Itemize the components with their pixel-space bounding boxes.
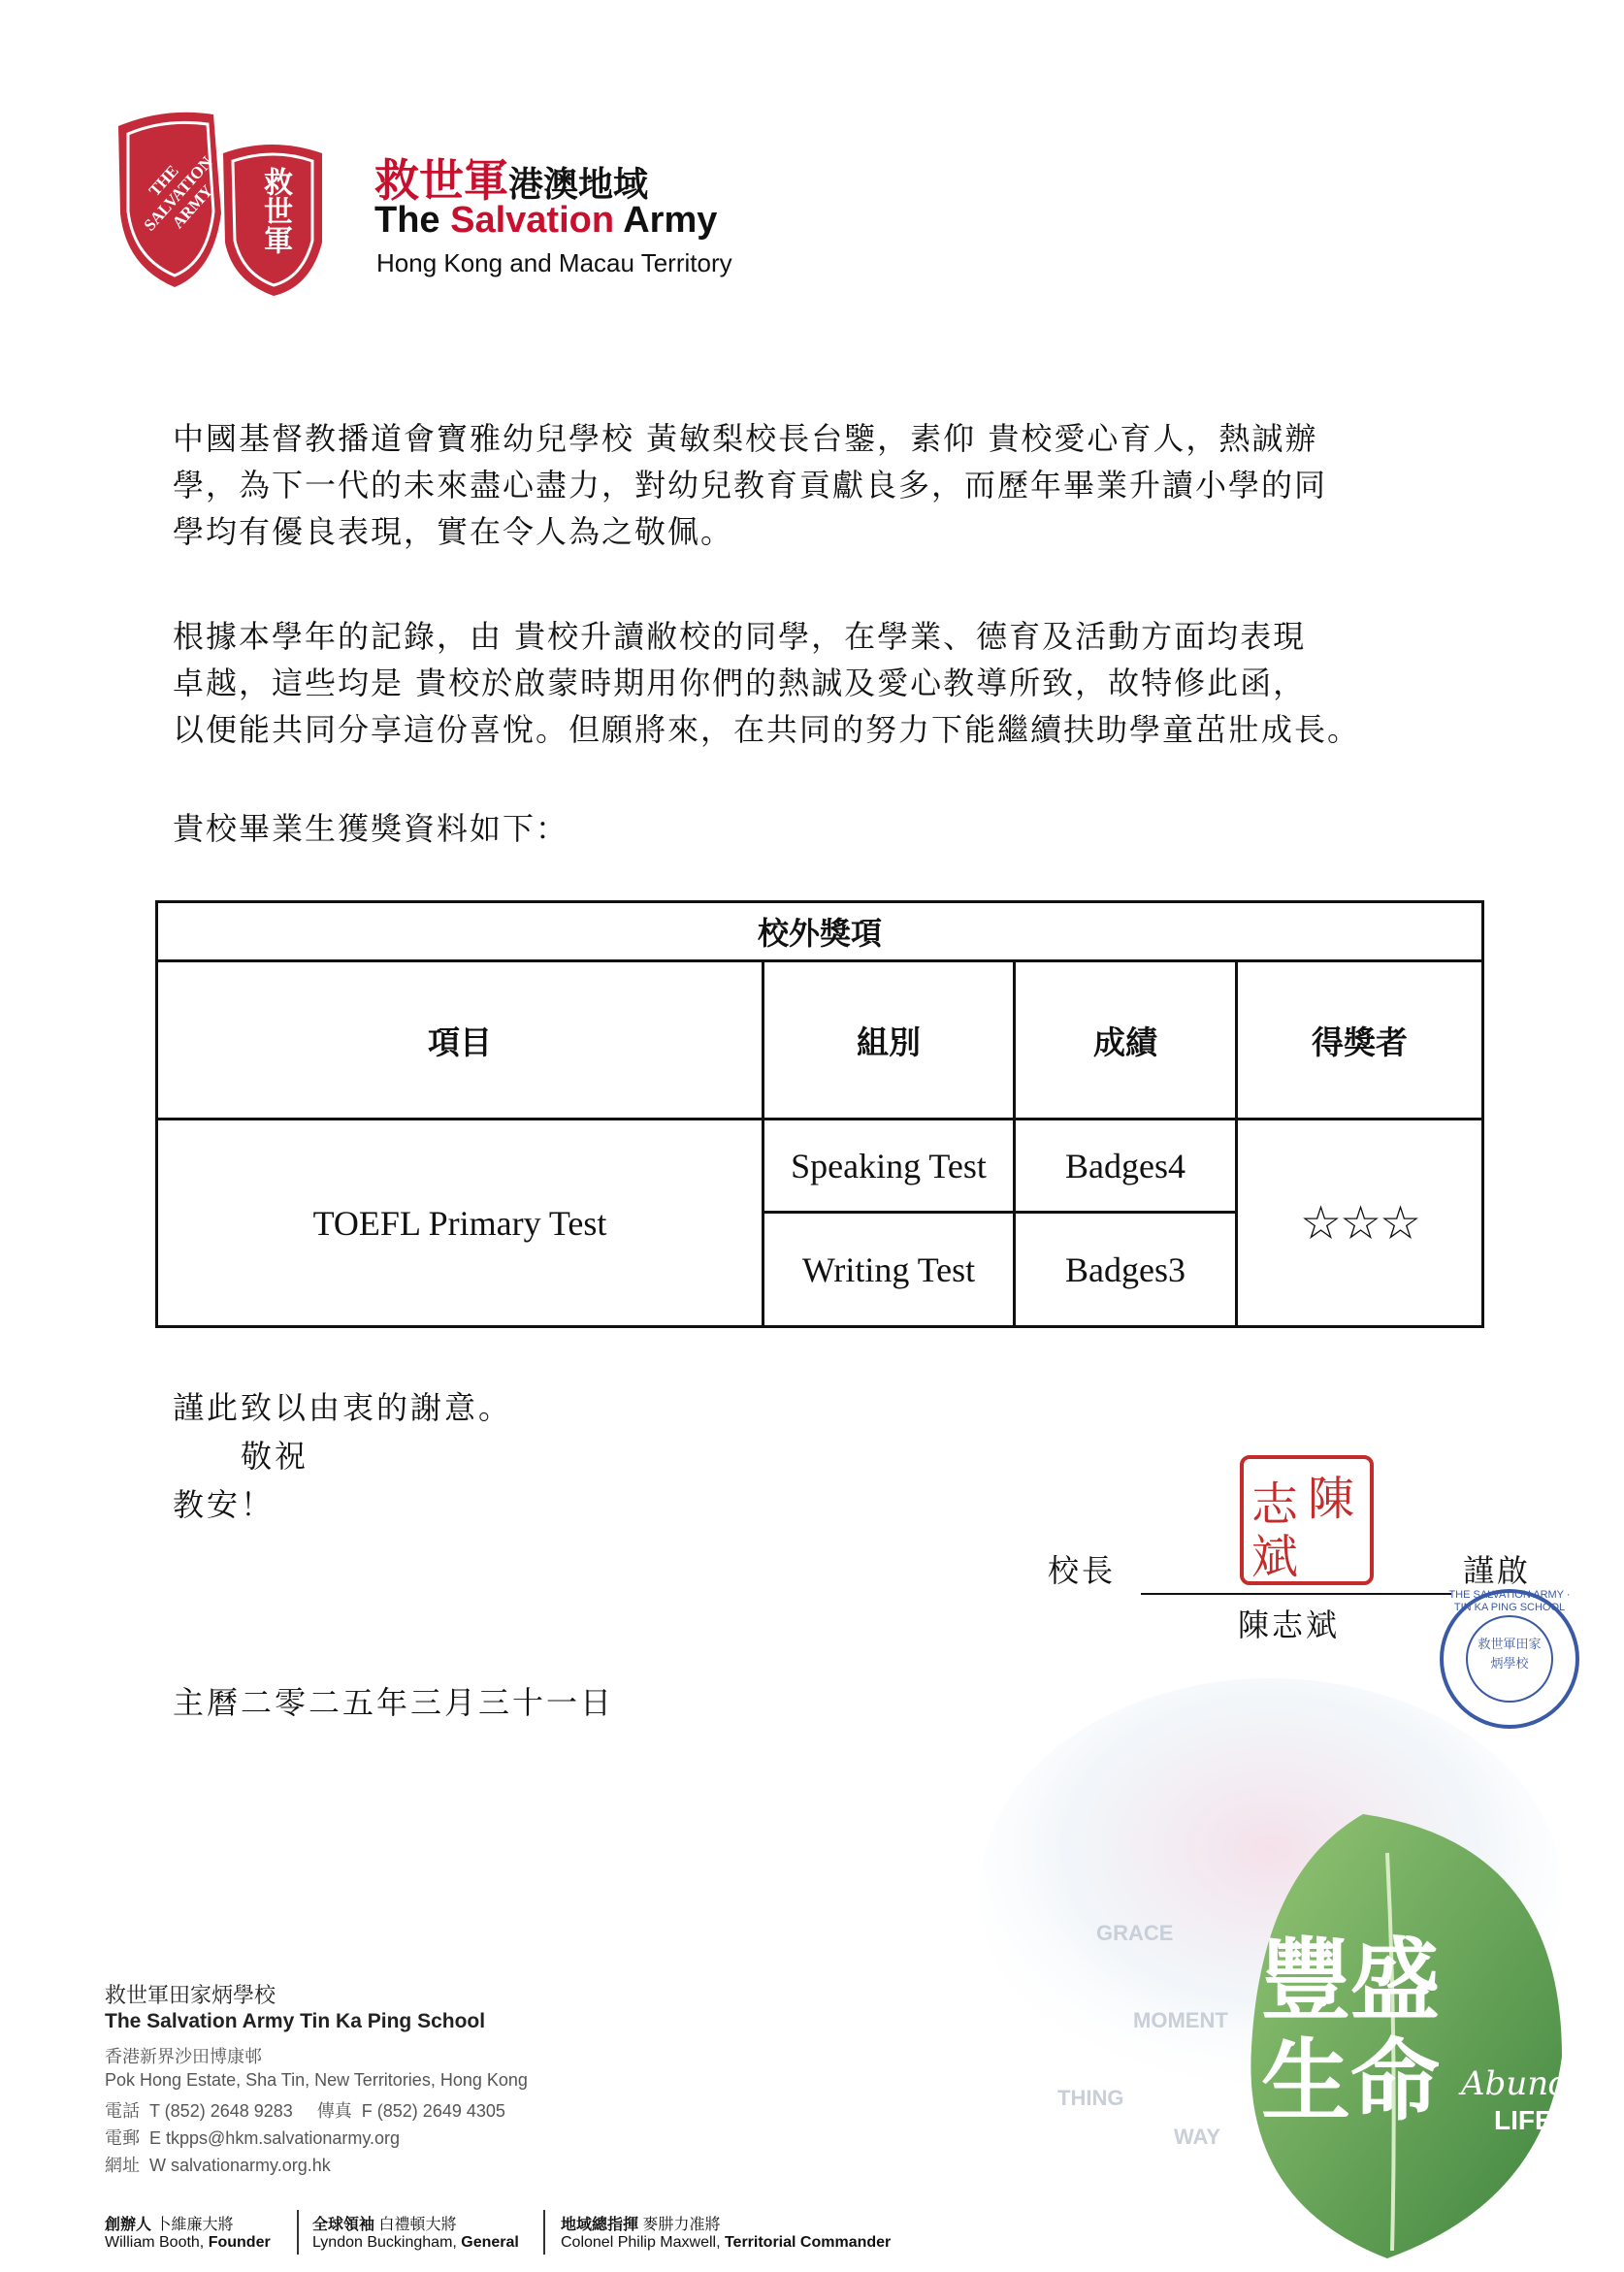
deco-word: MOMENT — [1133, 2008, 1228, 2032]
deco-word: THING — [1057, 2086, 1124, 2110]
cell-group: Speaking Test — [763, 1120, 1015, 1213]
footer-school-name-zh: 救世軍田家炳學校 — [105, 1984, 276, 2008]
cell-group: Writing Test — [763, 1213, 1015, 1327]
awardee-stars: ☆☆☆ — [1237, 1120, 1483, 1327]
shield-logo-text: THE SALVATION ARMY — [140, 152, 217, 235]
footer-phone-fax: 電話 T (852) 2648 9283 傳真 F (852) 2649 4305 — [105, 2101, 505, 2121]
org-name-en-suffix: Army — [614, 200, 718, 241]
principal-label: 校長 — [1048, 1552, 1117, 1589]
founder-name-en: William Booth, — [105, 2234, 209, 2251]
commander-role: Territorial Commander — [724, 2234, 892, 2251]
shield-logo-zh: 救世軍 — [258, 167, 292, 254]
commander-name-zh: 麥肼力准將 — [642, 2217, 721, 2233]
founder-block — [105, 2212, 271, 2252]
footer-email: 電郵 E tkpps@hkm.salvationarmy.org — [105, 2128, 401, 2148]
school-seal-ring-text: THE SALVATION ARMY · TIN KA PING SCHOOL — [1448, 1589, 1571, 1613]
school-seal-center: 救世軍田家炳學校 — [1478, 1638, 1542, 1672]
leaf-title: 豐盛生命 — [1261, 1929, 1441, 2133]
cell-item: TOEFL Primary Test — [157, 1120, 763, 1327]
footer-school-name-en: The Salvation Army Tin Ka Ping School — [105, 2010, 486, 2032]
abundant-life-decoration — [1019, 1698, 1624, 2268]
footer-address-zh: 香港新界沙田博康邨 — [105, 2047, 262, 2067]
header-item: 項目 — [157, 961, 763, 1120]
principal-name: 陳志斌 — [1238, 1607, 1341, 1643]
paragraph-line: 中國基督教播道會寶雅幼兒學校 黃敏梨校長台鑒，素仰 貴校愛心育人，熱誠辦 — [173, 420, 1318, 457]
founder-name-zh: 卜維廉大將 — [155, 2217, 234, 2233]
general-name-zh: 白禮頓大將 — [378, 2217, 457, 2233]
cell-result: Badges4 — [1015, 1120, 1237, 1213]
paragraph-line: 學，為下一代的未來盡心盡力，對幼兒教育貢獻良多，而歷年畢業升讀小學的同 — [173, 467, 1328, 503]
table-caption: 校外獎項 — [157, 902, 1483, 961]
footer-divider — [297, 2210, 299, 2255]
footer-address-en: Pok Hong Estate, Sha Tin, New Territories, Hong Kong — [105, 2070, 528, 2090]
paragraph-line: 卓越，這些均是 貴校於啟蒙時期用你們的熱誠及愛心教導所致，故特修此函， — [173, 665, 1307, 701]
cell-result: Badges3 — [1015, 1213, 1237, 1327]
general-role: General — [461, 2234, 519, 2251]
org-name-en — [374, 200, 717, 242]
principal-red-seal — [1240, 1455, 1374, 1585]
seal-char: 志 — [1251, 1477, 1299, 1532]
awards-table — [155, 900, 1484, 1328]
signature-line — [1141, 1593, 1451, 1595]
paragraph-line: 根據本學年的記錄，由 貴校升讀敝校的同學，在學業、德育及活動方面均表現 — [173, 618, 1307, 655]
letter-date: 主曆二零二五年三月三十一日 — [173, 1684, 615, 1721]
leaf-subtitle: Abundant — [1461, 2064, 1624, 2103]
general-block — [312, 2212, 519, 2252]
org-name-zh-red: 救世軍 — [374, 154, 508, 207]
general-title: 全球領袖 — [312, 2217, 375, 2233]
leaf-subtitle-2: LIFE — [1494, 2105, 1553, 2135]
territory-name: Hong Kong and Macau Territory — [376, 248, 732, 277]
org-name-en-prefix: The — [374, 200, 451, 241]
respect-closing: 謹啟 — [1463, 1552, 1532, 1589]
paragraph-2 — [173, 613, 1473, 753]
paragraph-line: 以便能共同分享這份喜悅。但願將來，在共同的努力下能繼續扶助學童茁壯成長。 — [173, 711, 1361, 748]
header-awardee: 得獎者 — [1237, 961, 1483, 1120]
closing-thanks: 謹此致以由衷的謝意。 — [173, 1389, 513, 1426]
commander-block — [561, 2212, 891, 2252]
general-name-en: Lyndon Buckingham, — [312, 2234, 462, 2251]
commander-name-en: Colonel Philip Maxwell, — [561, 2234, 725, 2251]
founder-role: Founder — [208, 2234, 271, 2251]
seal-char: 斌 — [1251, 1530, 1299, 1584]
salvation-army-shield-logo — [107, 97, 330, 291]
paragraph-1 — [173, 415, 1473, 555]
deco-word: WAY — [1174, 2125, 1221, 2149]
paragraph-line: 學均有優良表現，實在令人為之敬佩。 — [173, 513, 734, 550]
founder-title: 創辦人 — [105, 2217, 152, 2233]
closing-salute: 敬祝 — [241, 1438, 309, 1475]
commander-title: 地域總指揮 — [561, 2217, 639, 2233]
table-intro: 貴校畢業生獲獎資料如下： — [173, 810, 569, 847]
closing-wish: 教安！ — [173, 1486, 276, 1523]
seal-char: 陳 — [1308, 1472, 1355, 1526]
org-name-en-red: Salvation — [450, 200, 615, 241]
header-group: 組別 — [763, 961, 1015, 1120]
deco-word: GRACE — [1096, 1921, 1174, 1945]
footer-website: 網址 W salvationarmy.org.hk — [105, 2156, 331, 2175]
footer-divider — [543, 2210, 545, 2255]
org-name-zh-black: 港澳地域 — [508, 165, 649, 205]
header-result: 成績 — [1015, 961, 1237, 1120]
